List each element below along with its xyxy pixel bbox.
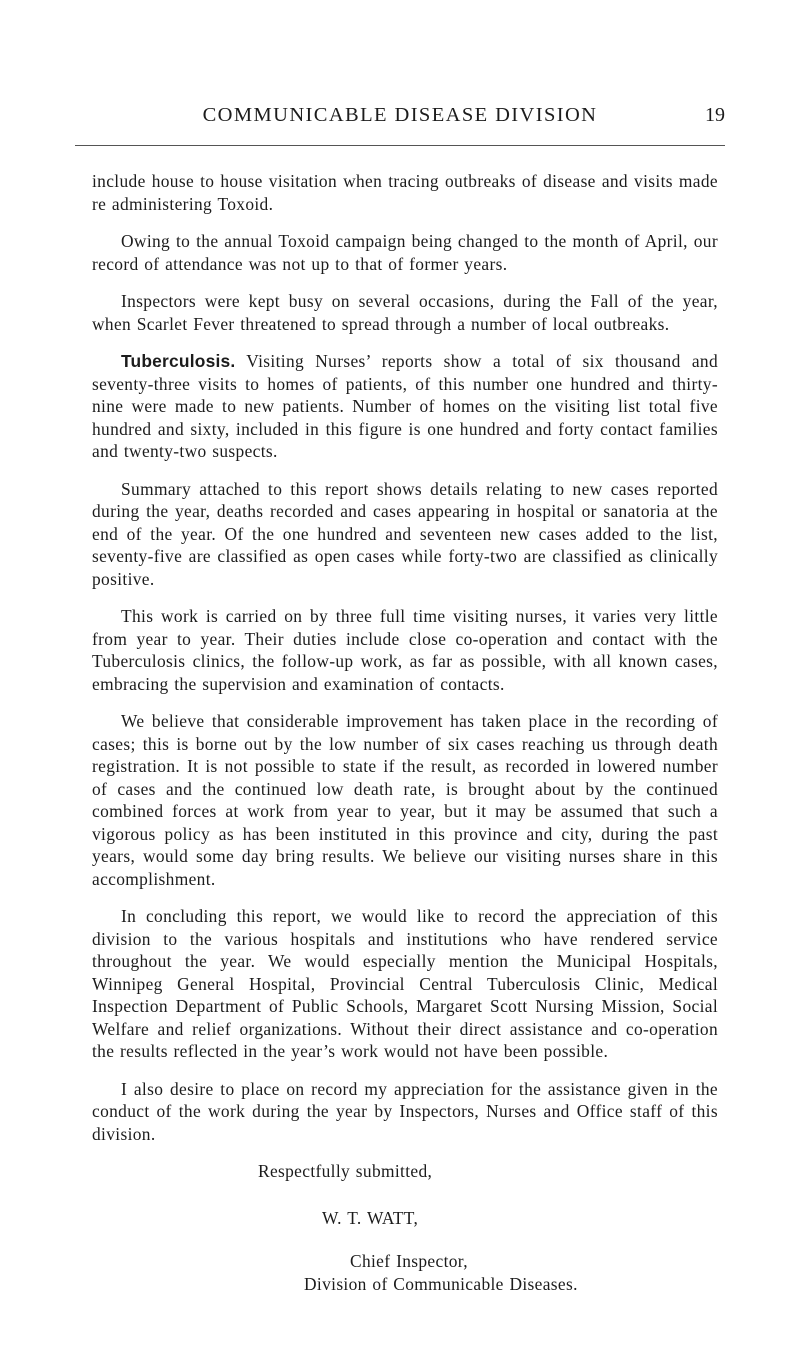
running-head: [75, 104, 725, 144]
closing-salutation: Respectfully submitted,: [258, 1161, 433, 1181]
paragraph-visiting-nurses: This work is carried on by three full time visiting nurses, it varies very little from year to year. Their duties include close co-operation and contact with the Tuberculosis clinics, the follow-up work, as far as possible, with all known cases, embracing the supervision and examination of contacts.: [92, 606, 718, 694]
paragraph-summary: Summary attached to this report shows details relating to new cases reported during the year, deaths recorded and cases appearing in hospital or sanatoria at the end of the year. Of the one hundred and seventeen new cases added to the list, seventy-five are classified as open cases while forty-two are classified as clinically positive.: [92, 478, 718, 589]
paragraph-scarlet-fever: Inspectors were kept busy on several occasions, during the Fall of the year, when Scarlet Fever threatened to spread through a number of local outbreaks.: [92, 291, 718, 334]
paragraph-appreciation: I also desire to place on record my appreciation for the assistance given in the conduct of the work during the year by Inspectors, Nurses and Office staff of this division.: [92, 1078, 718, 1144]
paragraph-toxoid-campaign: Owing to the annual Toxoid campaign being changed to the month of April, our record of attendance was not up to that of former years.: [92, 231, 718, 274]
page-number: 19: [705, 104, 725, 126]
tuberculosis-text: Visiting Nurses’ reports show a total of six thousand and seventy-three visits to homes of patients, of this number one hundred and thirty-nine were made to new patients. Number of homes on the visiting list total five hundred and sixty, included in this figure is one hundred and forty contact families and twenty-two suspects.: [92, 351, 718, 461]
paragraph-tuberculosis: [92, 350, 718, 463]
paragraph-concluding: In concluding this report, we would like to record the appreciation of this division to the various hospitals and institutions who have rendered service throughout the year. We would especially mention the Municipal Hospitals, Winnipeg General Hospital, Provincial Central Tuberculosis Clinic, Medical Inspection Department of Public Schools, Margaret Scott Nursing Mission, Social Welfare and relief organizations. Without their direct assistance and co-operation the results reflected in the year’s work would not have been possible.: [92, 906, 718, 1061]
header-rule: [75, 145, 725, 146]
paragraph-improvement: We believe that considerable improvement has taken place in the recording of cases; this is borne out by the low number of six cases reaching us through death registration. It is not possible to state if the result, as recorded in lowered number of cases and the continued low death rate, is brought about by the continued combined forces at work from year to year, but it may be assumed that such a vigorous policy as has been instituted in this province and city, during the past years, would some day bring results. We believe our visiting nurses share in this accomplishment.: [92, 711, 718, 889]
signature-division: Division of Communicable Diseases.: [304, 1273, 578, 1294]
signature-title: Chief Inspector,: [350, 1251, 468, 1271]
signature-name: W. T. WATT,: [322, 1207, 419, 1228]
running-title: COMMUNICABLE DISEASE DIVISION: [202, 104, 598, 126]
tuberculosis-heading: Tuberculosis.: [121, 351, 236, 371]
body-text: [92, 170, 718, 1295]
paragraph-continued: include house to house visitation when tracing outbreaks of disease and visits made re administering Toxoid.: [92, 171, 718, 214]
